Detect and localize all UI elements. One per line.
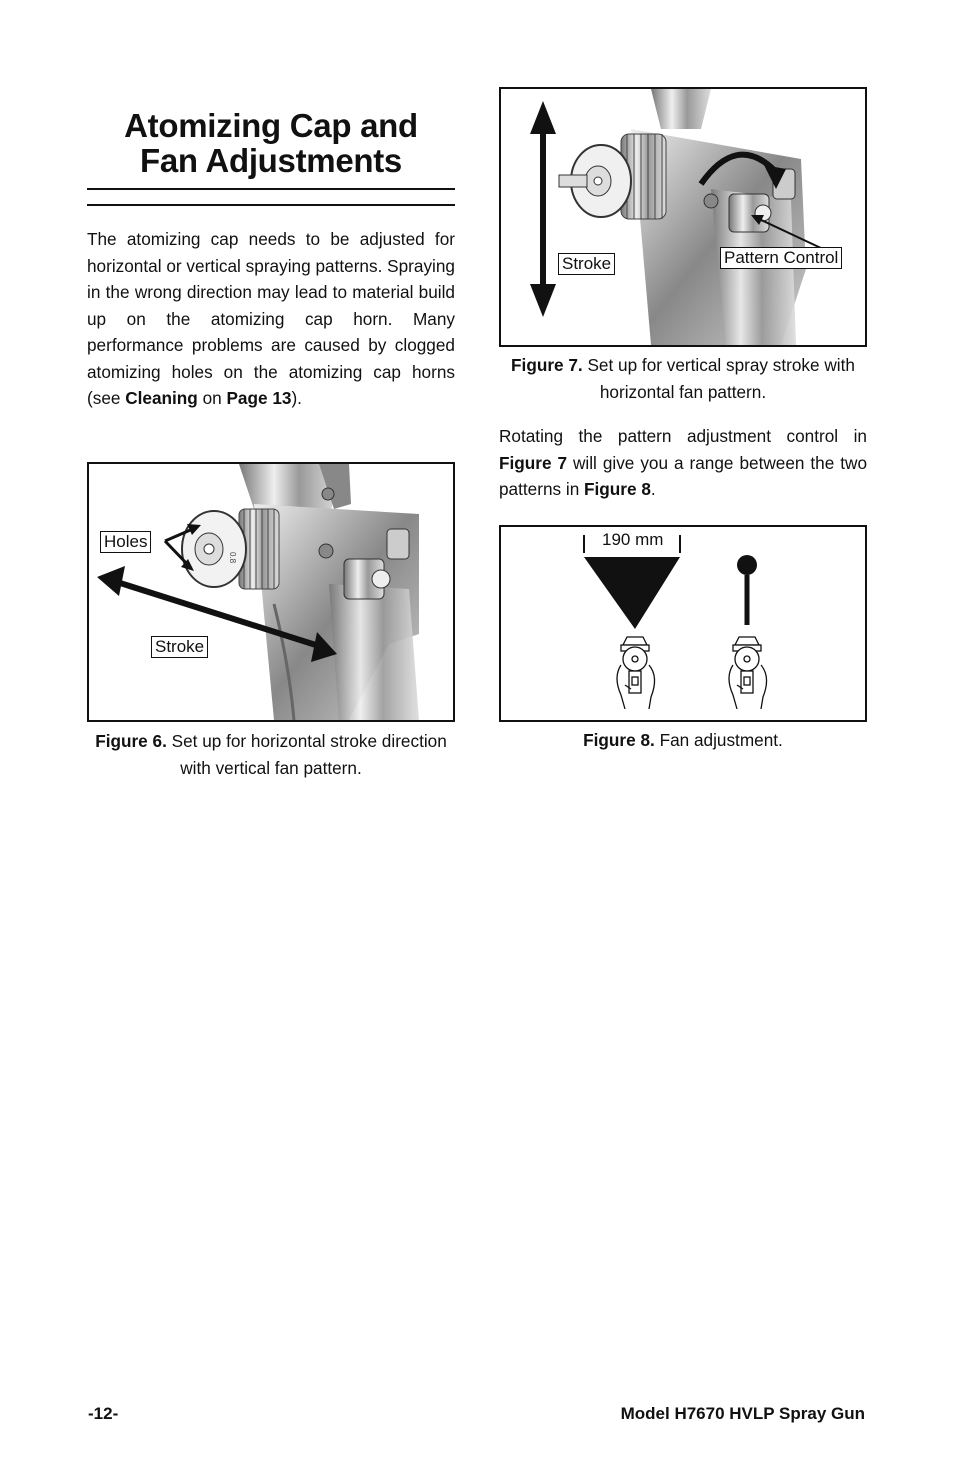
rotating-paragraph [499,423,867,503]
figure-7-caption-text: Set up for vertical spray stroke with horizontal fan pattern. [582,355,855,402]
page-title-line-2: Fan Adjustments [140,142,402,179]
fan-width-label: 190 mm [602,530,664,549]
handle-shape [329,584,419,720]
figure-7 [499,87,867,347]
page-title [87,108,455,178]
wide-fan-pattern [584,557,680,629]
gun-nozzle-right [729,637,767,709]
intro-text-end: ). [291,388,302,408]
intro-text: The atomizing cap needs to be adjusted for horizontal or vertical spraying patterns. Spraying in the wrong direction may lead to material build up on the atomizing cap horn. Many performance problems are caused by clogged atomizing holes on the atomizing cap horns (see [87,229,455,408]
figure-7-caption [499,352,867,405]
fan-knob-screw [372,570,390,588]
nozzle-hole-shape [594,177,602,185]
cup-neck-shape [651,89,711,129]
title-rule-bottom [87,204,455,206]
intro-page-ref: Page 13 [226,388,292,408]
title-rule-top [87,188,455,190]
intro-paragraph [87,226,455,412]
figure-6-caption-label: Figure 6. [95,731,167,751]
figure-8-caption [499,727,867,754]
fluid-knob-shape [387,529,409,559]
figure-8-caption-label: Figure 8. [583,730,655,750]
figure-6-caption-text: Set up for horizontal stroke direction with vertical fan pattern. [166,731,447,778]
cap-marking: 0.8 [228,552,237,564]
nozzle-hole-shape [204,544,214,554]
intro-cleaning-ref: Cleaning [125,388,198,408]
page-title-line-1: Atomizing Cap and [124,107,418,144]
rotating-text: Rotating the pattern adjustment control in [499,426,867,446]
stroke-label: Stroke [151,636,208,658]
stroke-arrow-head-left [97,566,125,596]
holes-label: Holes [100,531,151,553]
page-number: -12- [88,1404,119,1423]
body-bolt-top-shape [322,488,334,500]
body-bolt-shape [704,194,718,208]
gun-nozzle-left [617,637,655,709]
pattern-control-label: Pattern Control [720,247,842,269]
narrow-fan-dot [737,555,757,575]
stroke-arrow-head-bottom [530,284,556,317]
rotating-figure8-ref: Figure 8 [584,479,651,499]
rotating-text-mid: will give you a range between the two patterns in [499,452,867,499]
figure-6-caption [87,728,455,781]
stroke-arrow-head-top [530,101,556,134]
rotating-text-end: . [650,479,656,499]
figure-7-caption-label: Figure 7. [511,355,583,375]
rotating-figure7-ref: Figure 7 [499,452,568,473]
cap-horn-shape [559,175,587,187]
intro-text-mid: on [197,388,227,408]
figure-7-illustration [501,89,865,345]
figure-8-caption-text: Fan adjustment. [654,730,783,750]
stroke-label: Stroke [558,253,615,275]
figure-6 [87,462,455,722]
figure-6-illustration [89,464,453,720]
figure-8-illustration [501,527,865,720]
figure-8 [499,525,867,722]
body-bolt-shape [319,544,333,558]
footer-model: Model H7670 HVLP Spray Gun [620,1404,865,1423]
